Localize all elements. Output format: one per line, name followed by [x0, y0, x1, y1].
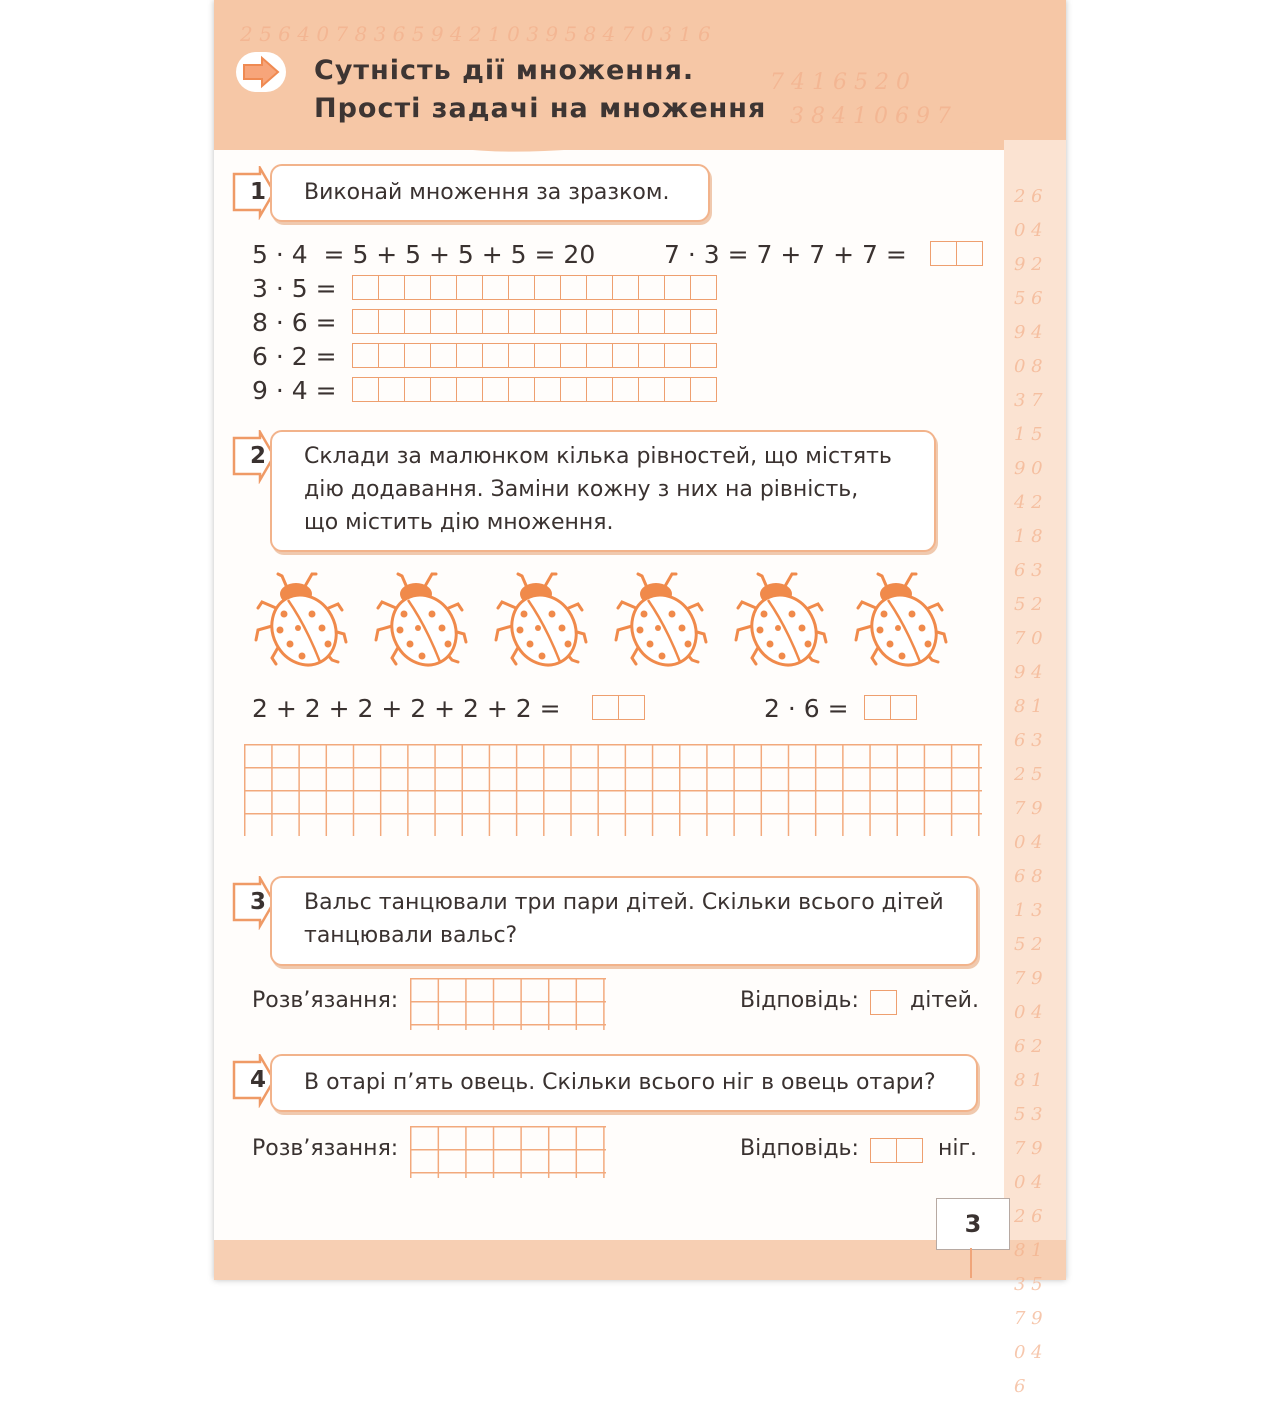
task-number-4: 4 — [249, 1067, 266, 1093]
task-2-box — [270, 430, 936, 552]
task-1-example: 5 · 4 = 5 + 5 + 5 + 5 = 20 — [252, 240, 596, 269]
answer-cells-row-4[interactable] — [352, 377, 717, 402]
task-4-text: В отарі п’ять овець. Скільки всього ніг в овець отари? — [304, 1070, 936, 1095]
page-title — [314, 52, 766, 128]
task-2-sum: 2 + 2 + 2 + 2 + 2 + 2 = — [252, 694, 561, 723]
task-number-1: 1 — [249, 179, 266, 205]
task-2-writing-grid[interactable] — [244, 744, 982, 836]
task-3-line-1: Вальс танцювали три пари дітей. Скільки всього дітей — [304, 890, 944, 915]
task-1-box — [270, 164, 710, 222]
task-1-row-4: 9 · 4 = — [252, 376, 337, 405]
task-1-row-1: 3 · 5 = — [252, 274, 337, 303]
task-2-line-2: дію додавання. Заміни кожну з них на рівність, — [304, 477, 859, 502]
task-3-answer-label: Відповідь: — [740, 988, 859, 1013]
task-number-3: 3 — [249, 889, 266, 915]
task-4-solution-label: Розв’язання: — [252, 1136, 399, 1161]
task-1-example-2: 7 · 3 = 7 + 7 + 7 = — [664, 240, 907, 269]
task-4-solution-grid[interactable] — [410, 1126, 606, 1178]
task-2-product: 2 · 6 = — [764, 694, 849, 723]
task-1-row-2: 8 · 6 = — [252, 308, 337, 337]
task-number-2: 2 — [249, 443, 266, 469]
ladybug-icon — [494, 568, 594, 668]
title-line-1: Сутність дії множення. — [314, 55, 695, 86]
answer-cells-sum[interactable] — [592, 695, 645, 720]
arrow-right-icon — [236, 52, 286, 92]
ladybug-icon — [854, 568, 954, 668]
answer-cells-row-2[interactable] — [352, 309, 717, 334]
task-3-line-2: танцювали вальс? — [304, 923, 518, 948]
answer-cells-row-3[interactable] — [352, 343, 717, 368]
task-1-text: Виконай множення за зразком. — [304, 180, 670, 205]
task-4-answer-cells[interactable] — [870, 1138, 923, 1163]
task-2-line-3: що містить дію множення. — [304, 510, 614, 535]
task-3-solution-label: Розв’язання: — [252, 988, 399, 1013]
task-3-answer-unit: дітей. — [910, 988, 979, 1013]
answer-cells-product[interactable] — [864, 695, 917, 720]
ladybug-icon — [374, 568, 474, 668]
task-4-answer-label: Відповідь: — [740, 1136, 859, 1161]
page-number: 3 — [936, 1198, 1010, 1250]
answer-cells-row-1[interactable] — [352, 275, 717, 300]
task-3-box — [270, 876, 978, 966]
task-3-answer-cell[interactable] — [870, 990, 897, 1015]
task-2-line-1: Склади за малюнком кілька рівностей, що містять — [304, 444, 892, 469]
task-3-solution-grid[interactable] — [410, 978, 606, 1030]
answer-cells-example-2[interactable] — [930, 241, 983, 266]
page-number-post — [970, 1248, 972, 1278]
ladybug-icon — [254, 568, 354, 668]
title-line-2: Прості задачі на множення — [314, 93, 767, 124]
task-4-answer-unit: ніг. — [938, 1136, 978, 1161]
title-arrow-badge — [236, 52, 286, 92]
ladybug-icon — [734, 568, 834, 668]
ladybug-icon — [614, 568, 714, 668]
task-1-row-3: 6 · 2 = — [252, 342, 337, 371]
task-4-box — [270, 1054, 978, 1112]
